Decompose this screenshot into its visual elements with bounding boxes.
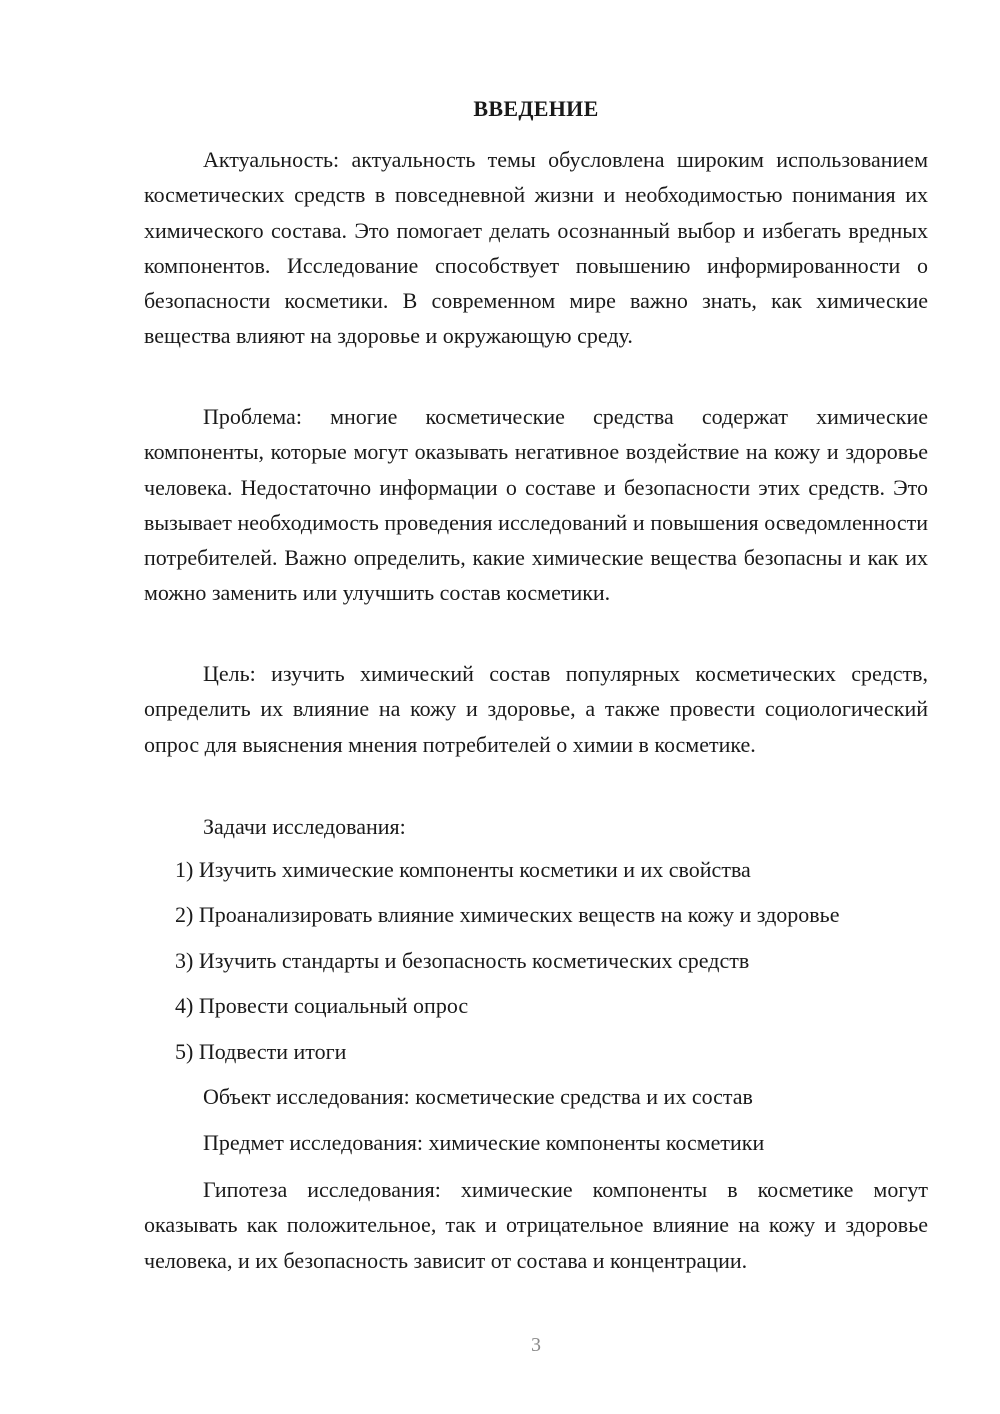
research-object: Объект исследования: косметические средства и их состав bbox=[203, 1084, 753, 1109]
hypothesis-paragraph: Гипотеза исследования: химические компоненты в косметике могут оказывать как положительное, так и отрицательное влияние на кожу и здоровье человека, и их безопасность зависит от состава и концентрации. bbox=[144, 1177, 928, 1273]
section-title: ВВЕДЕНИЕ bbox=[473, 96, 599, 121]
page-number: 3 bbox=[531, 1334, 541, 1356]
research-subject: Предмет исследования: химические компоненты косметики bbox=[203, 1130, 765, 1155]
task-item: 3) Изучить стандарты и безопасность косметических средств bbox=[175, 948, 750, 973]
problem-paragraph: Проблема: многие косметические средства содержат химические компоненты, которые могут оказывать негативное воздействие на кожу и здоровье человека. Недостаточно информации о составе и безопасности этих средств. Это вызывает необходимость проведения исследований и повышения осведомленности потребителей. Важно определить, какие химические вещества безопасны и как их можно заменить или улучшить состав косметики. bbox=[144, 404, 928, 606]
tasks-heading: Задачи исследования: bbox=[203, 814, 406, 839]
task-item: 5) Подвести итоги bbox=[175, 1039, 347, 1064]
relevance-paragraph: Актуальность: актуальность темы обусловлена широким использованием косметических средств в повседневной жизни и необходимостью понимания их химического состава. Это помогает делать осознанный выбор и избегать вредных компонентов. Исследование способствует повышению информированности о безопасности косметики. В современном мире важно знать, как химические вещества влияют на здоровье и окружающую среду. bbox=[144, 147, 928, 349]
task-item: 2) Проанализировать влияние химических веществ на кожу и здоровье bbox=[175, 902, 840, 927]
goal-paragraph: Цель: изучить химический состав популярных косметических средств, определить их влияние на кожу и здоровье, а также провести социологический опрос для выяснения мнения потребителей о химии в косметике. bbox=[144, 661, 928, 757]
task-item: 1) Изучить химические компоненты косметики и их свойства bbox=[175, 857, 751, 882]
task-item: 4) Провести социальный опрос bbox=[175, 993, 469, 1018]
